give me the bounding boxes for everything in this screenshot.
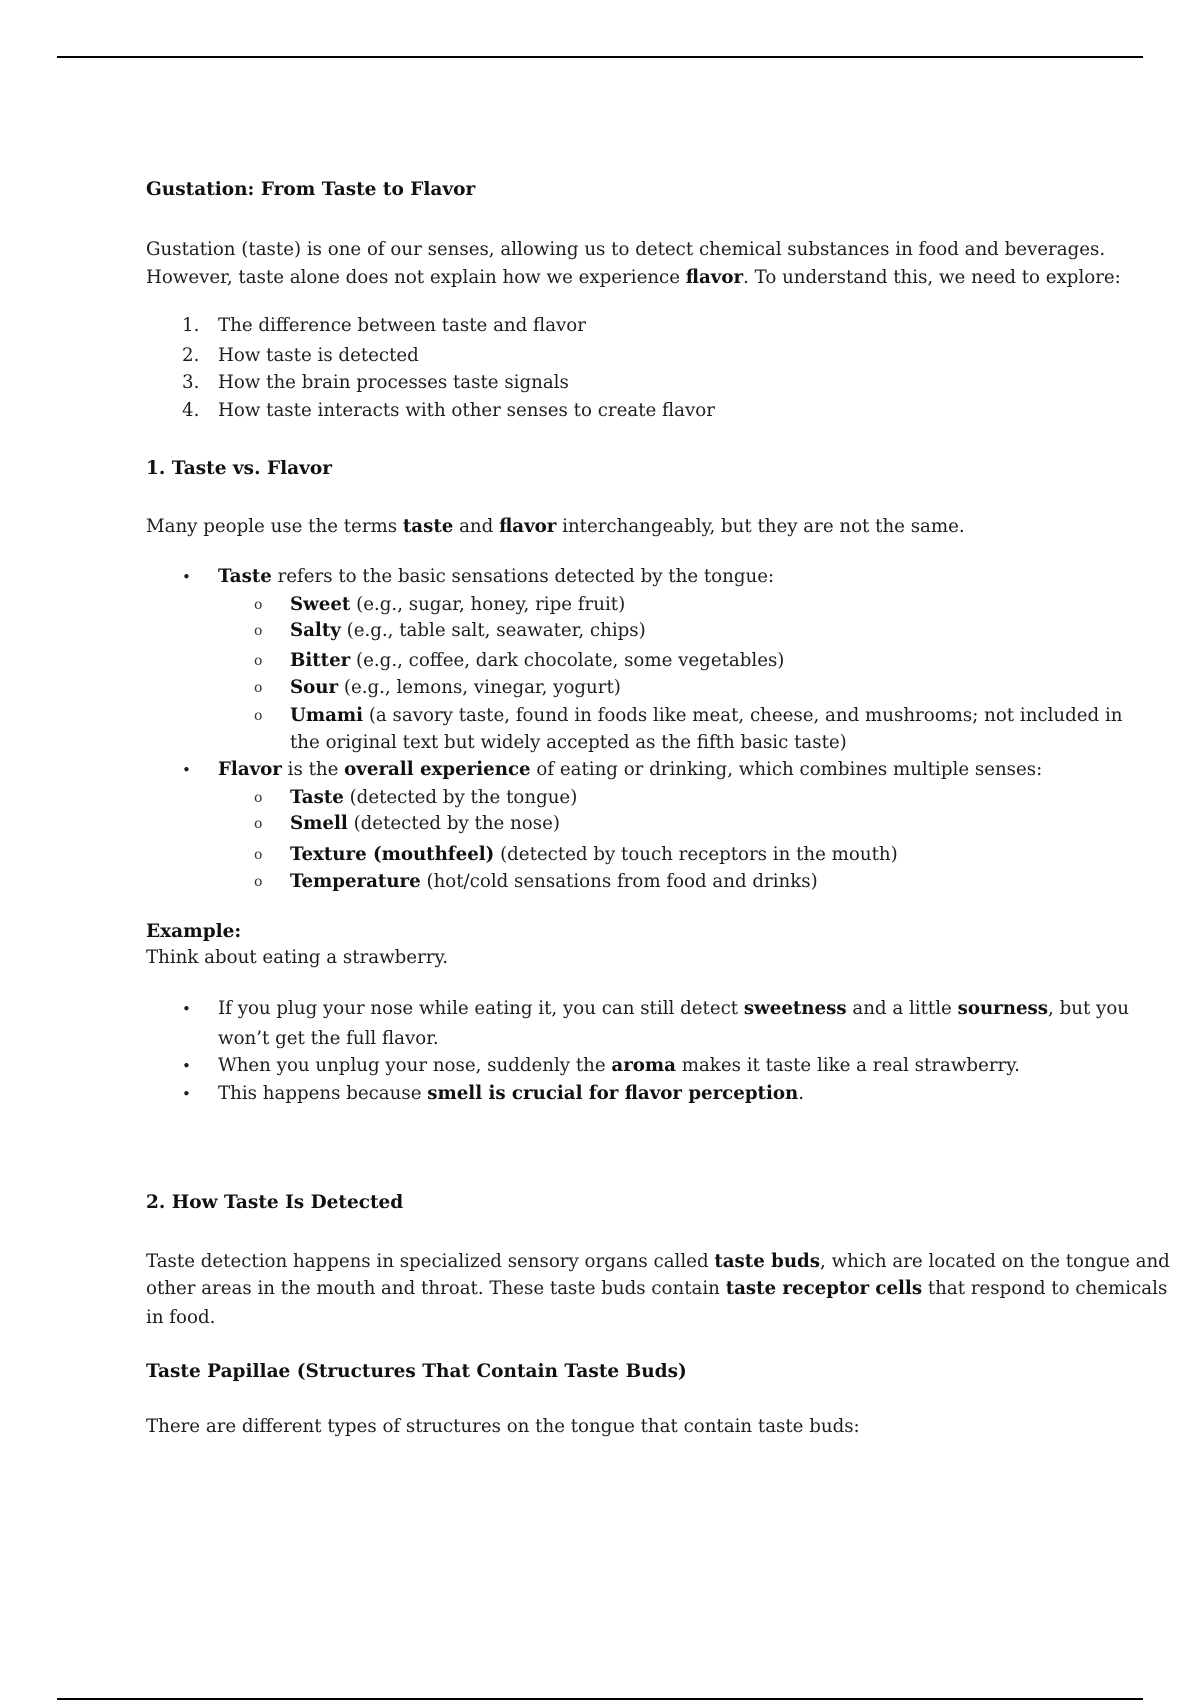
sub-bullet-marker: o [254,653,263,669]
section-2-paragraph-line: in food. [146,1307,216,1328]
sub-bullet-marker: o [254,874,263,890]
section-2-paragraph-line: Taste detection happens in specialized sensory organs called taste buds, which are located on the tongue and [146,1251,1170,1272]
example-bullet-continued: won’t get the full flavor. [218,1028,439,1049]
example-intro: Think about eating a strawberry. [146,947,449,968]
taste-sub-item: o Sweet (e.g., sugar, honey, ripe fruit) [146,592,1146,618]
outline-item: 2. How taste is detected [182,345,419,366]
taste-sub-item: o Umami (a savory taste, found in foods like meat, cheese, and mushrooms; not included in [146,703,1146,729]
section-2-heading: 2. How Taste Is Detected [146,1192,404,1213]
sub-bullet-marker: o [254,816,263,832]
intro-line-1: Gustation (taste) is one of our senses, allowing us to detect chemical substances in food and beverages. [146,239,1106,260]
section-1-heading: 1. Taste vs. Flavor [146,458,332,479]
taste-sub-item: o Salty (e.g., table salt, seawater, chips) [146,618,1146,644]
papillae-heading: Taste Papillae (Structures That Contain Taste Buds) [146,1361,687,1382]
papillae-intro: There are different types of structures on the tongue that contain taste buds: [146,1416,860,1437]
taste-sub-item: o Sour (e.g., lemons, vinegar, yogurt) [146,675,1146,701]
sub-bullet-marker: o [254,708,263,724]
bullet-marker: • [182,1085,191,1103]
intro-line-2: However, taste alone does not explain how we experience flavor. To understand this, we need to explore: [146,267,1121,288]
example-bullet: • This happens because smell is crucial for flavor perception. [146,1081,1146,1107]
example-bullet: • When you unplug your nose, suddenly the aroma makes it taste like a real strawberry. [146,1053,1146,1079]
bullet-marker: • [182,1000,191,1018]
bullet-marker: • [182,568,191,586]
header-rule [57,56,1143,58]
outline-item: 3. How the brain processes taste signals [182,372,569,393]
sub-bullet-marker: o [254,680,263,696]
flavor-bullet: • Flavor is the overall experience of eating or drinking, which combines multiple senses: [146,757,1146,783]
document-title: Gustation: From Taste to Flavor [146,179,476,200]
sub-bullet-marker: o [254,790,263,806]
sense-sub-item: o Temperature (hot/cold sensations from food and drinks) [146,869,1146,895]
sub-bullet-marker: o [254,847,263,863]
sense-sub-item: o Taste (detected by the tongue) [146,785,1146,811]
bullet-marker: • [182,1057,191,1075]
outline-item: 4. How taste interacts with other senses to create flavor [182,400,715,421]
taste-bullet: • Taste refers to the basic sensations detected by the tongue: [146,564,1146,590]
sub-bullet-marker: o [254,597,263,613]
sub-bullet-marker: o [254,623,263,639]
sense-sub-item: o Smell (detected by the nose) [146,811,1146,837]
taste-sub-item-continued: the original text but widely accepted as the fifth basic taste) [290,732,847,753]
example-bullet: • If you plug your nose while eating it, you can still detect sweetness and a little sourness, but you [146,996,1146,1022]
bullet-marker: • [182,761,191,779]
outline-item: 1. The difference between taste and flavor [182,315,586,336]
section-1-paragraph: Many people use the terms taste and flavor interchangeably, but they are not the same. [146,516,965,537]
taste-sub-item: o Bitter (e.g., coffee, dark chocolate, some vegetables) [146,648,1146,674]
section-2-paragraph-line: other areas in the mouth and throat. These taste buds contain taste receptor cells that respond to chemicals [146,1278,1168,1299]
example-heading: Example: [146,921,242,942]
sense-sub-item: o Texture (mouthfeel) (detected by touch receptors in the mouth) [146,842,1146,868]
